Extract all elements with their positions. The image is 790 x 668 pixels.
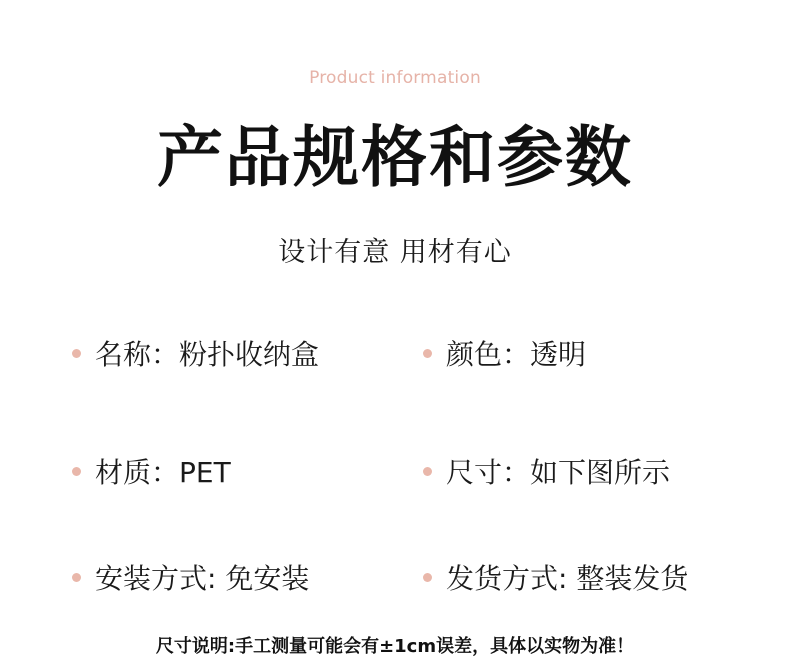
page-title: 产品规格和参数 xyxy=(157,119,633,196)
bullet-dot-icon xyxy=(72,349,81,358)
spec-item-installation xyxy=(72,557,309,597)
english-subtitle: Product information xyxy=(309,68,481,88)
bullet-dot-icon xyxy=(423,467,432,476)
bullet-dot-icon xyxy=(423,349,432,358)
bullet-dot-icon xyxy=(72,467,81,476)
spec-item-shipping xyxy=(423,557,688,597)
bullet-dot-icon xyxy=(423,573,432,582)
spec-text: 安装方式: 免安装 xyxy=(95,562,310,595)
size-note: 尺寸说明:手工测量可能会有±1cm误差，具体以实物为准！ xyxy=(155,636,635,657)
spec-text: 尺寸：如下图所示 xyxy=(446,456,671,489)
spec-item-material xyxy=(72,451,231,491)
spec-item-name xyxy=(72,333,319,373)
spec-text: 发货方式: 整装发货 xyxy=(446,562,689,595)
slogan: 设计有意 用材有心 xyxy=(278,237,512,268)
spec-item-color xyxy=(423,333,586,373)
spec-item-size xyxy=(423,451,670,491)
spec-text: 颜色：透明 xyxy=(446,338,587,371)
spec-text: 名称：粉扑收纳盒 xyxy=(95,338,320,371)
bullet-dot-icon xyxy=(72,573,81,582)
spec-text: 材质：PET xyxy=(95,456,231,489)
